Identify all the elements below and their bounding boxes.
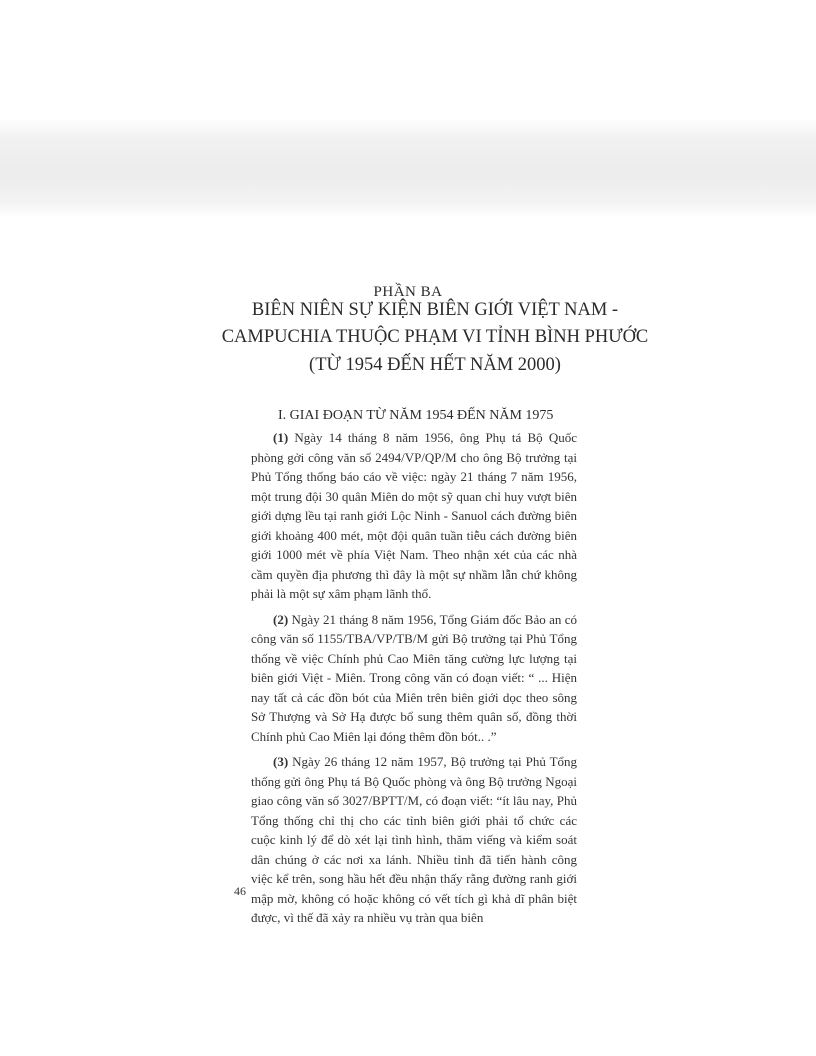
part-label: PHẦN BA	[373, 284, 443, 300]
body-text	[251, 428, 577, 934]
paragraph-1	[251, 428, 577, 604]
paragraph-number: (3)	[273, 754, 289, 769]
paragraph-3	[251, 752, 577, 928]
chapter-title-line-3: (TỪ 1954 ĐẾN HẾT NĂM 2000)	[309, 355, 561, 375]
paragraph-text: Ngày 14 tháng 8 năm 1956, ông Phụ tá Bộ Quốc phòng gởi công văn số 2494/VP/QP/M cho ông Bộ trưởng tại Phủ Tổng thống báo cáo về việc: ngày 21 tháng 7 năm 1956, một trung đội 30 quân Miên do một sỹ quan chỉ huy vượt biên giới dựng lều tại ranh giới Lộc Ninh - Sanuol cách đường biên giới khoảng 400 mét, một đội quân tuần tiễu cách đường biên giới 1000 mét về phía Việt Nam. Theo nhận xét của các nhà cầm quyền địa phương thì đây là một sự nhầm lẫn chứ không phải là một sự xâm phạm lãnh thổ.	[251, 430, 577, 601]
page-number: 46	[234, 884, 246, 898]
chapter-title-line-1: BIÊN NIÊN SỰ KIỆN BIÊN GIỚI VIỆT NAM -	[251, 300, 619, 320]
section-heading: I. GIAI ĐOẠN TỪ NĂM 1954 ĐẾN NĂM 1975	[278, 408, 554, 423]
paragraph-number: (1)	[273, 430, 289, 445]
paragraph-text: Ngày 26 tháng 12 năm 1957, Bộ trưởng tại Phủ Tổng thống gửi ông Phụ tá Bộ Quốc phòng và ông Bộ trưởng Ngoại giao công văn số 3027/BPTT/M, có đoạn viết: “ít lâu nay, Phủ Tổng thống chỉ thị cho các tỉnh biên giới phải tổ chức các cuộc kinh lý để dò xét lại tình hình, thăm viếng và kiểm soát dân chúng ở các nơi xa lánh. Nhiều tỉnh đã tiến hành công việc kể trên, song hầu hết đều nhận thấy rằng đường ranh giới mập mờ, không có hoặc không có vết tích gì khả dĩ phân biệt được, vì thế đã xảy ra nhiều vụ tràn qua biên	[251, 754, 578, 925]
paragraph-text: Ngày 21 tháng 8 năm 1956, Tổng Giám đốc Bảo an có công văn số 1155/TBA/VP/TB/M gửi Bộ trưởng tại Phủ Tổng thống về việc Chính phủ Cao Miên tăng cường lực lượng tại biên giới Việt - Miên. Trong công văn có đoạn viết: “ ... Hiện nay tất cả các đồn bót của Miên trên biên giới dọc theo sông Sở Thượng và Sở Hạ được bổ sung thêm quân số, đồng thời Chính phủ Cao Miên lại đóng thêm đồn bót.. .”	[251, 611, 577, 744]
paragraph-number: (2)	[273, 611, 289, 627]
chapter-title-line-2: CAMPUCHIA THUỘC PHẠM VI TỈNH BÌNH PHƯỚC	[221, 327, 649, 347]
paragraph-2	[251, 610, 577, 747]
